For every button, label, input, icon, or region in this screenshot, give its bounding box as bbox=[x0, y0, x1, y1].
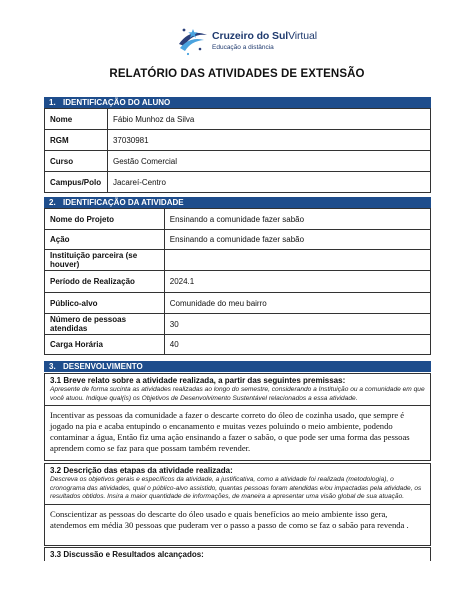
table-row bbox=[45, 293, 431, 314]
logo-tagline: Educação a distância bbox=[212, 44, 274, 51]
item-header bbox=[45, 374, 430, 406]
field-value: Ensinando a comunidade fazer sabão bbox=[164, 230, 430, 250]
table-row bbox=[45, 209, 431, 230]
table-row bbox=[45, 151, 431, 172]
item-header bbox=[45, 548, 430, 562]
field-value: Ensinando a comunidade fazer sabão bbox=[164, 209, 430, 230]
field-value: 2024.1 bbox=[164, 271, 430, 293]
field-label: Ação bbox=[45, 230, 165, 250]
table-row bbox=[45, 250, 431, 271]
item-heading: 3.3 Discussão e Resultados alcançados: bbox=[50, 550, 204, 559]
field-label: Nome do Projeto bbox=[45, 209, 165, 230]
document-title: RELATÓRIO DAS ATIVIDADES DE EXTENSÃO bbox=[109, 68, 365, 80]
field-label: Número de pessoas atendidas bbox=[45, 314, 165, 335]
activity-table bbox=[44, 208, 431, 355]
item-answer: Conscientizar as pessoas do descarte do óleo usado e quais benefícios ao meio ambiente isso gera, atendemos em média 30 pessoas que puderam ver o passo a passo de como se faz o sabão para revenda . bbox=[50, 508, 409, 530]
table-row bbox=[45, 109, 431, 130]
logo-name: Cruzeiro do SulVirtual bbox=[212, 30, 317, 42]
table-row bbox=[45, 172, 431, 193]
student-table bbox=[44, 108, 431, 193]
field-value bbox=[164, 250, 430, 271]
field-value: Jacareí-Centro bbox=[107, 172, 430, 193]
report-item-3-2 bbox=[44, 463, 431, 546]
item-instructions: Apresente de forma sucinta as atividades realizadas ao longo do semestre, considerando a Instituição ou a comunidade em que você atuou. Indique qual(is) os Objetivos de Desenvolvimento Sustentável relacionados a essa atividade. bbox=[50, 386, 425, 402]
field-label: Público-alvo bbox=[45, 293, 165, 314]
field-value: Gestão Comercial bbox=[107, 151, 430, 172]
item-answer: Incentivar as pessoas da comunidade a fazer o descarte correto do óleo de cozinha usado, que sempre é jogado na pia e acaba entupindo o encanamento e muitas vezes poluindo o meio ambiente, podendo contaminar a água, Então fiz uma ação ensinando a fazer o sabão, o que pode ser uma forma das pessoas aprendem como se faz para que possam também revender. bbox=[50, 410, 410, 453]
section-header-desenvolvimento: 3. DESENVOLVIMENTO bbox=[44, 361, 431, 372]
field-label: Nome bbox=[45, 109, 108, 130]
field-label: Campus/Polo bbox=[45, 172, 108, 193]
logo-mark-icon bbox=[176, 24, 210, 58]
field-value: 40 bbox=[164, 335, 430, 355]
table-row bbox=[45, 314, 431, 335]
report-item-3-3 bbox=[44, 547, 431, 561]
field-label: Período de Realização bbox=[45, 271, 165, 293]
table-row bbox=[45, 335, 431, 355]
table-row bbox=[45, 130, 431, 151]
field-value: 30 bbox=[164, 314, 430, 335]
institution-logo bbox=[176, 24, 316, 58]
field-label: RGM bbox=[45, 130, 108, 151]
item-heading: 3.2 Descrição das etapas da atividade realizada: bbox=[50, 466, 233, 475]
item-header bbox=[45, 464, 430, 505]
field-label: Instituição parceira (se houver) bbox=[45, 250, 165, 271]
field-label: Carga Horária bbox=[45, 335, 165, 355]
field-label: Curso bbox=[45, 151, 108, 172]
item-instructions: Descreva os objetivos gerais e específicos da atividade, a justificativa, como a atividade foi realizada (metodologia), o cronograma das atividades, qual o público-alvo assistido, quantas pessoas foram atendidas e/ou impactadas pela atividade, os resultados obtidos. Insira a maior quantidade de informações, de maneira a apresentar uma visão global de sua atuação. bbox=[50, 476, 422, 500]
field-value: Comunidade do meu bairro bbox=[164, 293, 430, 314]
table-row bbox=[45, 230, 431, 250]
field-value: Fábio Munhoz da Silva bbox=[107, 109, 430, 130]
section-header-aluno: 1. IDENTIFICAÇÃO DO ALUNO bbox=[44, 97, 431, 108]
report-item-3-1 bbox=[44, 373, 431, 461]
item-heading: 3.1 Breve relato sobre a atividade realizada, a partir das seguintes premissas: bbox=[50, 376, 346, 385]
section-header-atividade: 2. IDENTIFICAÇÃO DA ATIVIDADE bbox=[44, 197, 431, 208]
field-value: 37030981 bbox=[107, 130, 430, 151]
table-row bbox=[45, 271, 431, 293]
